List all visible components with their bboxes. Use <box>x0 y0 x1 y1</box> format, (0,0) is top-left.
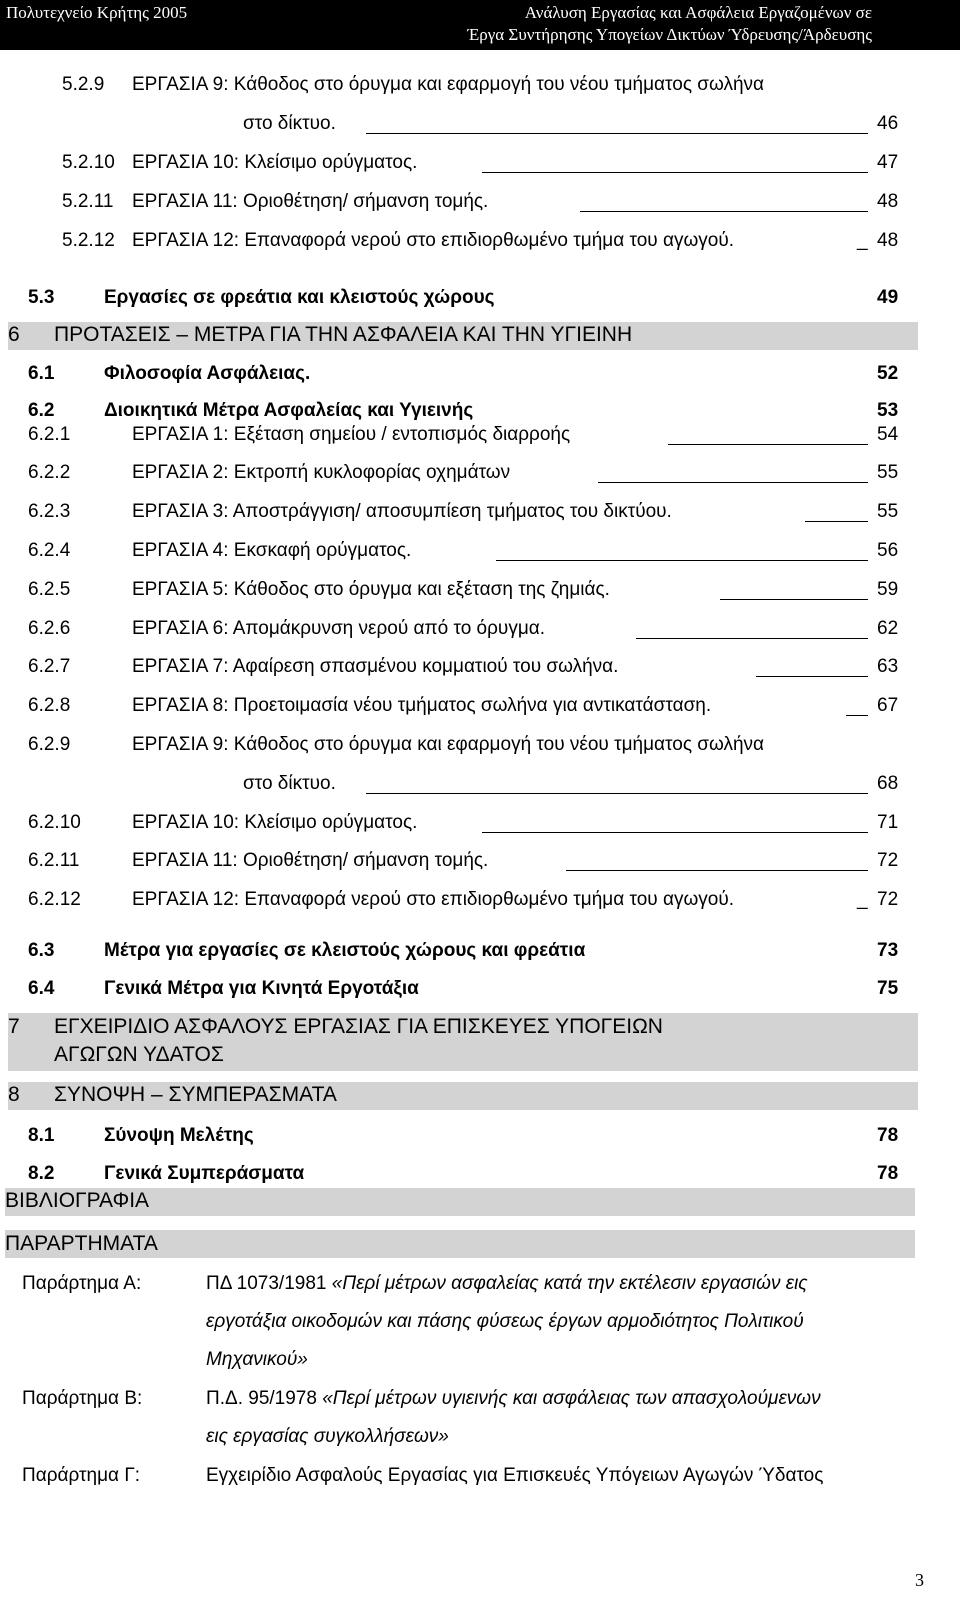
toc-title-continued: στο δίκτυο. <box>243 773 336 794</box>
appendix-text: εις εργασίας συγκολλήσεων» <box>206 1426 449 1447</box>
toc-number: 6.2.6 <box>28 618 71 639</box>
toc-page: 59 <box>877 579 899 600</box>
toc-number: 6.2.12 <box>28 889 81 910</box>
header-left: Πολυτεχνείο Κρήτης 2005 <box>6 3 188 22</box>
appendix-item-line2 <box>206 1426 449 1448</box>
toc-leader-char: _ <box>857 230 868 251</box>
toc-number: 8.1 <box>28 1125 55 1146</box>
toc-title: Γενικά Συμπεράσματα <box>104 1163 305 1184</box>
toc-number: 8 <box>8 1083 20 1106</box>
toc-leader-char: _ <box>857 889 868 910</box>
header-right-line1: Ανάλυση Εργασίας και Ασφάλεια Εργαζομένων σε <box>524 3 872 22</box>
toc-title: ΕΡΓΑΣΙΑ 9: Κάθοδος στο όρυγμα και εφαρμογή του νέου τμήματος σωλήνα <box>132 74 765 95</box>
toc-title: ΕΡΓΑΣΙΑ 2: Εκτροπή κυκλοφορίας οχημάτων <box>132 462 511 483</box>
page-header <box>0 0 960 50</box>
toc-title: ΕΡΓΑΣΙΑ 11: Οριοθέτηση/ σήμανση τομής. <box>132 191 489 212</box>
toc-entry[interactable] <box>0 1163 960 1187</box>
toc-title: Διοικητικά Μέτρα Ασφαλείας και Υγιεινής <box>104 400 474 421</box>
toc-title: ΕΡΓΑΣΙΑ 4: Εκσκαφή ορύγματος. <box>132 540 412 561</box>
appendix-text: «Περί μέτρων υγιεινής και ασφάλειας των απασχολούμενων <box>322 1388 821 1409</box>
toc-title: ΕΡΓΑΣΙΑ 5: Κάθοδος στο όρυγμα και εξέταση της ζημιάς. <box>132 579 610 600</box>
toc-title: Γενικά Μέτρα για Κινητά Εργοτάξια <box>104 978 419 999</box>
toc-page: 52 <box>877 363 899 384</box>
toc-entry[interactable] <box>0 734 960 798</box>
toc-title: ΕΡΓΑΣΙΑ 3: Αποστράγγιση/ αποσυμπίεση τμήματος του δικτύου. <box>132 501 672 522</box>
toc-title: ΕΓΧΕΙΡΙΔΙΟ ΑΣΦΑΛΟΥΣ ΕΡΓΑΣΙΑΣ ΓΙΑ ΕΠΙΣΚΕΥΕΣ ΥΠΟΓΕΙΩΝ <box>54 1015 663 1038</box>
toc-number: 6.2.7 <box>28 656 71 677</box>
toc-page: 48 <box>877 191 899 212</box>
appendix-item[interactable] <box>206 1388 821 1410</box>
appendix-label: Παράρτημα Β: <box>22 1388 143 1409</box>
toc-chapter[interactable] <box>8 1082 918 1110</box>
toc-entry[interactable] <box>0 656 960 680</box>
toc-page: 62 <box>877 618 899 639</box>
toc-entry[interactable] <box>0 400 960 424</box>
toc-title: ΕΡΓΑΣΙΑ 6: Απομάκρυνση νερού από το όρυγμα. <box>132 618 546 639</box>
toc-title-line2: ΑΓΩΓΩΝ ΥΔΑΤΟΣ <box>54 1043 224 1066</box>
toc-page: 53 <box>877 400 899 421</box>
toc-number: 6.1 <box>28 363 55 384</box>
toc-title: Μέτρα για εργασίες σε κλειστούς χώρους και φρεάτια <box>104 940 586 961</box>
toc-title: ΕΡΓΑΣΙΑ 7: Αφαίρεση σπασμένου κομματιού του σωλήνα. <box>132 656 619 677</box>
toc-page: 46 <box>877 113 899 134</box>
toc-number: 5.3 <box>28 287 55 308</box>
appendix-ref: ΠΔ 1073/1981 <box>206 1273 327 1294</box>
toc-number: 6.2.8 <box>28 695 71 716</box>
toc-page: 67 <box>877 695 899 716</box>
appendix-text: Εγχειρίδιο Ασφαλούς Εργασίας για Επισκευές Υπόγειων Αγωγών Ύδατος <box>206 1465 824 1486</box>
toc-page: 72 <box>877 850 899 871</box>
toc-number: 6.2.10 <box>28 812 81 833</box>
toc-leader <box>668 444 868 445</box>
toc-leader <box>482 172 868 173</box>
toc-leader <box>756 676 868 677</box>
toc-page: 78 <box>877 1163 899 1184</box>
toc-entry[interactable] <box>0 287 960 311</box>
toc-entry[interactable] <box>0 812 960 836</box>
toc-title: ΕΡΓΑΣΙΑ 9: Κάθοδος στο όρυγμα και εφαρμογή του νέου τμήματος σωλήνα <box>132 734 765 755</box>
appendix-item-line2 <box>206 1311 804 1333</box>
appendix-ref: Π.Δ. 95/1978 <box>206 1388 317 1409</box>
toc-chapter[interactable] <box>8 322 918 350</box>
appendix-item-line3 <box>206 1349 308 1371</box>
toc-number: 7 <box>8 1015 20 1038</box>
appendix-label: Παράρτημα Α: <box>22 1273 142 1294</box>
toc-title: ΣΥΝΟΨΗ – ΣΥΜΠΕΡΑΣΜΑΤΑ <box>54 1083 337 1106</box>
appendix-item[interactable] <box>206 1273 808 1295</box>
toc-title: ΠΑΡΑΡΤΗΜΑΤΑ <box>5 1232 158 1255</box>
toc-leader <box>496 560 868 561</box>
toc-entry[interactable] <box>0 618 960 642</box>
toc-title: ΕΡΓΑΣΙΑ 1: Εξέταση σημείου / εντοπισμός διαρροής <box>132 424 571 445</box>
toc-page: 54 <box>877 424 899 445</box>
toc-number: 6.2.9 <box>28 734 71 755</box>
toc-entry[interactable] <box>0 695 960 719</box>
toc-entry[interactable] <box>0 501 960 525</box>
toc-number: 5.2.12 <box>62 230 115 251</box>
appendix-item[interactable] <box>206 1465 823 1487</box>
toc-title: Σύνοψη Μελέτης <box>104 1125 254 1146</box>
toc-number: 8.2 <box>28 1163 55 1184</box>
toc-entry[interactable] <box>0 889 960 913</box>
toc-leader <box>366 793 868 794</box>
toc-page: 68 <box>877 773 899 794</box>
toc-page: 63 <box>877 656 899 677</box>
toc-title: ΕΡΓΑΣΙΑ 12: Επαναφορά νερού στο επιδιορθωμένο τμήμα του αγωγού. <box>132 889 735 910</box>
toc-entry[interactable] <box>0 940 960 964</box>
toc-entry[interactable] <box>0 1125 960 1149</box>
appendix-text: Μηχανικού» <box>206 1349 308 1370</box>
page-number: 3 <box>915 1570 924 1590</box>
toc-number: 6.2.2 <box>28 462 71 483</box>
toc-page: 75 <box>877 978 899 999</box>
toc-title: ΕΡΓΑΣΙΑ 11: Οριοθέτηση/ σήμανση τομής. <box>132 850 489 871</box>
toc-number: 6.2 <box>28 400 55 421</box>
toc-title: ΠΡΟΤΑΣΕΙΣ – ΜΕΤΡΑ ΓΙΑ ΤΗΝ ΑΣΦΑΛΕΙΑ ΚΑΙ ΤΗΝ ΥΓΙΕΙΝΗ <box>54 323 633 346</box>
toc-number: 5.2.9 <box>62 74 105 95</box>
toc-number: 6.2.3 <box>28 501 71 522</box>
toc-leader <box>482 832 868 833</box>
toc-page: 56 <box>877 540 899 561</box>
toc-number: 6.3 <box>28 940 55 961</box>
toc-entry[interactable] <box>0 850 960 874</box>
appendix-text: εργοτάξια οικοδομών και πάσης φύσεως έργων αρμοδιότητος Πολιτικού <box>206 1311 804 1332</box>
toc-title: ΕΡΓΑΣΙΑ 10: Κλείσιμο ορύγματος. <box>132 152 418 173</box>
toc-leader <box>366 133 868 134</box>
toc-page: 78 <box>877 1125 899 1146</box>
toc-title: ΕΡΓΑΣΙΑ 8: Προετοιμασία νέου τμήματος σωλήνα για αντικατάσταση. <box>132 695 712 716</box>
toc-leader <box>566 870 868 871</box>
toc-entry[interactable] <box>0 230 960 254</box>
toc-entry[interactable] <box>0 191 960 215</box>
toc-page: 47 <box>877 152 899 173</box>
toc-title: Φιλοσοφία Ασφάλειας. <box>104 363 311 384</box>
toc-number: 6.4 <box>28 978 55 999</box>
toc-entry[interactable] <box>0 978 960 1002</box>
appendix-text: «Περί μέτρων ασφαλείας κατά την εκτέλεσιν εργασιών εις <box>331 1273 808 1294</box>
toc-page: 55 <box>877 462 899 483</box>
toc-number: 5.2.10 <box>62 152 115 173</box>
toc-leader <box>636 638 868 639</box>
toc-title: Εργασίες σε φρεάτια και κλειστούς χώρους <box>104 287 495 308</box>
toc-entry[interactable] <box>0 579 960 603</box>
toc-page: 73 <box>877 940 899 961</box>
toc-entry[interactable] <box>0 74 960 138</box>
toc-number: 6 <box>8 323 20 346</box>
toc-leader <box>846 715 868 716</box>
toc-number: 5.2.11 <box>62 191 114 212</box>
toc-title: ΕΡΓΑΣΙΑ 12: Επαναφορά νερού στο επιδιορθωμένο τμήμα του αγωγού. <box>132 230 735 251</box>
toc-leader <box>805 521 868 522</box>
toc-number: 6.2.1 <box>28 424 71 445</box>
toc-number: 6.2.5 <box>28 579 71 600</box>
toc-entry[interactable] <box>0 540 960 564</box>
toc-page: 55 <box>877 501 899 522</box>
toc-appendices[interactable] <box>5 1230 915 1258</box>
toc-leader <box>580 211 868 212</box>
toc-title: ΒΙΒΛΙΟΓΡΑΦΙΑ <box>5 1189 150 1212</box>
toc-entry[interactable] <box>0 462 960 486</box>
toc-title: ΕΡΓΑΣΙΑ 10: Κλείσιμο ορύγματος. <box>132 812 418 833</box>
toc-leader <box>598 482 868 483</box>
header-right-line2: Έργα Συντήρησης Υπογείων Δικτύων Ύδρευσης/Άρδευσης <box>467 25 872 44</box>
toc-number: 6.2.11 <box>28 850 80 871</box>
toc-page: 71 <box>877 812 899 833</box>
appendix-label: Παράρτημα Γ: <box>22 1465 141 1486</box>
toc-number: 6.2.4 <box>28 540 71 561</box>
toc-chapter[interactable] <box>8 1013 918 1071</box>
toc-page: 49 <box>877 287 899 308</box>
toc-page: 48 <box>877 230 899 251</box>
toc-page: 72 <box>877 889 899 910</box>
toc-bibliography[interactable] <box>5 1188 915 1216</box>
toc-entry[interactable] <box>0 363 960 387</box>
toc-title-continued: στο δίκτυο. <box>243 113 336 134</box>
toc-entry[interactable] <box>0 424 960 448</box>
toc-leader <box>720 599 868 600</box>
toc-entry[interactable] <box>0 152 960 176</box>
